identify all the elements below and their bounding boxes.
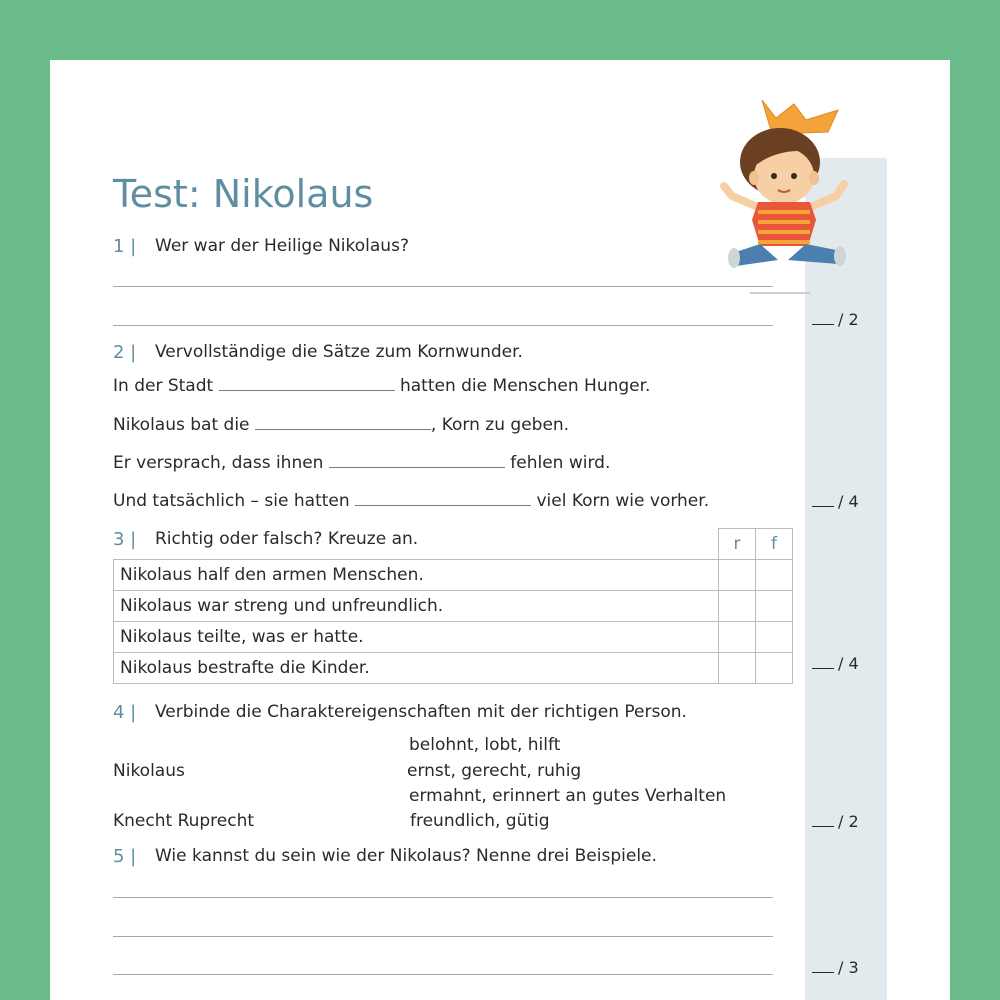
checkbox-falsch[interactable]	[756, 622, 793, 653]
true-false-table	[113, 528, 793, 684]
checkbox-falsch[interactable]	[756, 591, 793, 622]
page-title: Test: Nikolaus	[113, 172, 374, 216]
person-nikolaus[interactable]: Nikolaus	[113, 761, 185, 781]
checkbox-richtig[interactable]	[719, 560, 756, 591]
boy-with-crown-illustration	[718, 96, 848, 296]
score-q3[interactable]: / 4	[812, 654, 859, 673]
sentence-text: , Korn zu geben.	[430, 415, 570, 435]
question-4-text: Verbinde die Charaktereigenschaften mit der richtigen Person.	[155, 702, 687, 722]
fill-blank[interactable]	[329, 453, 505, 468]
question-1-text: Wer war der Heilige Nikolaus?	[155, 236, 409, 256]
trait-option[interactable]: ernst, gerecht, ruhig	[407, 761, 582, 781]
statement: Nikolaus bestrafte die Kinder.	[114, 653, 719, 684]
score-q2[interactable]: / 4	[812, 492, 859, 511]
trait-option[interactable]: freundlich, gütig	[410, 811, 550, 831]
sentence-4	[113, 491, 709, 511]
person-knecht-ruprecht[interactable]: Knecht Ruprecht	[113, 811, 255, 831]
checkbox-richtig[interactable]	[719, 591, 756, 622]
sentence-text: hatten die Menschen Hunger.	[399, 376, 651, 396]
question-1-number: 1 |	[113, 236, 137, 257]
question-2-number: 2 |	[113, 342, 137, 363]
answer-line[interactable]	[113, 897, 773, 898]
answer-line[interactable]	[113, 286, 773, 287]
table-row	[114, 622, 793, 653]
checkbox-falsch[interactable]	[756, 653, 793, 684]
sentence-text: Nikolaus bat die	[113, 415, 250, 435]
trait-option[interactable]: belohnt, lobt, hilft	[409, 735, 561, 755]
score-q4[interactable]: / 2	[812, 812, 859, 831]
question-5-number: 5 |	[113, 846, 137, 867]
sentence-text: Und tatsächlich – sie hatten	[113, 491, 350, 511]
score-q5[interactable]: / 3	[812, 958, 859, 977]
fill-blank[interactable]	[219, 376, 395, 391]
answer-line[interactable]	[113, 325, 773, 326]
statement: Nikolaus half den armen Menschen.	[114, 560, 719, 591]
checkbox-richtig[interactable]	[719, 622, 756, 653]
table-row	[114, 591, 793, 622]
question-3-number: 3 |	[113, 529, 137, 550]
sentence-text: Er versprach, dass ihnen	[113, 453, 324, 473]
checkbox-richtig[interactable]	[719, 653, 756, 684]
answer-line[interactable]	[113, 936, 773, 937]
sentence-2	[113, 415, 569, 435]
fill-blank[interactable]	[355, 491, 531, 506]
sentence-text: fehlen wird.	[510, 453, 611, 473]
sentence-text: In der Stadt	[113, 376, 214, 396]
sentence-text: viel Korn wie vorher.	[536, 491, 710, 511]
question-5-text: Wie kannst du sein wie der Nikolaus? Nenne drei Beispiele.	[155, 846, 657, 866]
question-2-text: Vervollständige die Sätze zum Kornwunder.	[155, 342, 523, 362]
question-4-number: 4 |	[113, 702, 137, 723]
answer-line[interactable]	[113, 974, 773, 975]
column-header-falsch: f	[756, 529, 793, 560]
table-row	[114, 653, 793, 684]
checkbox-falsch[interactable]	[756, 560, 793, 591]
trait-option[interactable]: ermahnt, erinnert an gutes Verhalten	[409, 786, 727, 806]
score-q1[interactable]: / 2	[812, 310, 859, 329]
table-row	[114, 560, 793, 591]
sentence-1	[113, 376, 650, 396]
statement: Nikolaus war streng und unfreundlich.	[114, 591, 719, 622]
statement: Nikolaus teilte, was er hatte.	[114, 622, 719, 653]
fill-blank[interactable]	[255, 415, 431, 430]
question-3-text: Richtig oder falsch? Kreuze an.	[155, 529, 419, 549]
column-header-richtig: r	[719, 529, 756, 560]
sentence-3	[113, 453, 610, 473]
